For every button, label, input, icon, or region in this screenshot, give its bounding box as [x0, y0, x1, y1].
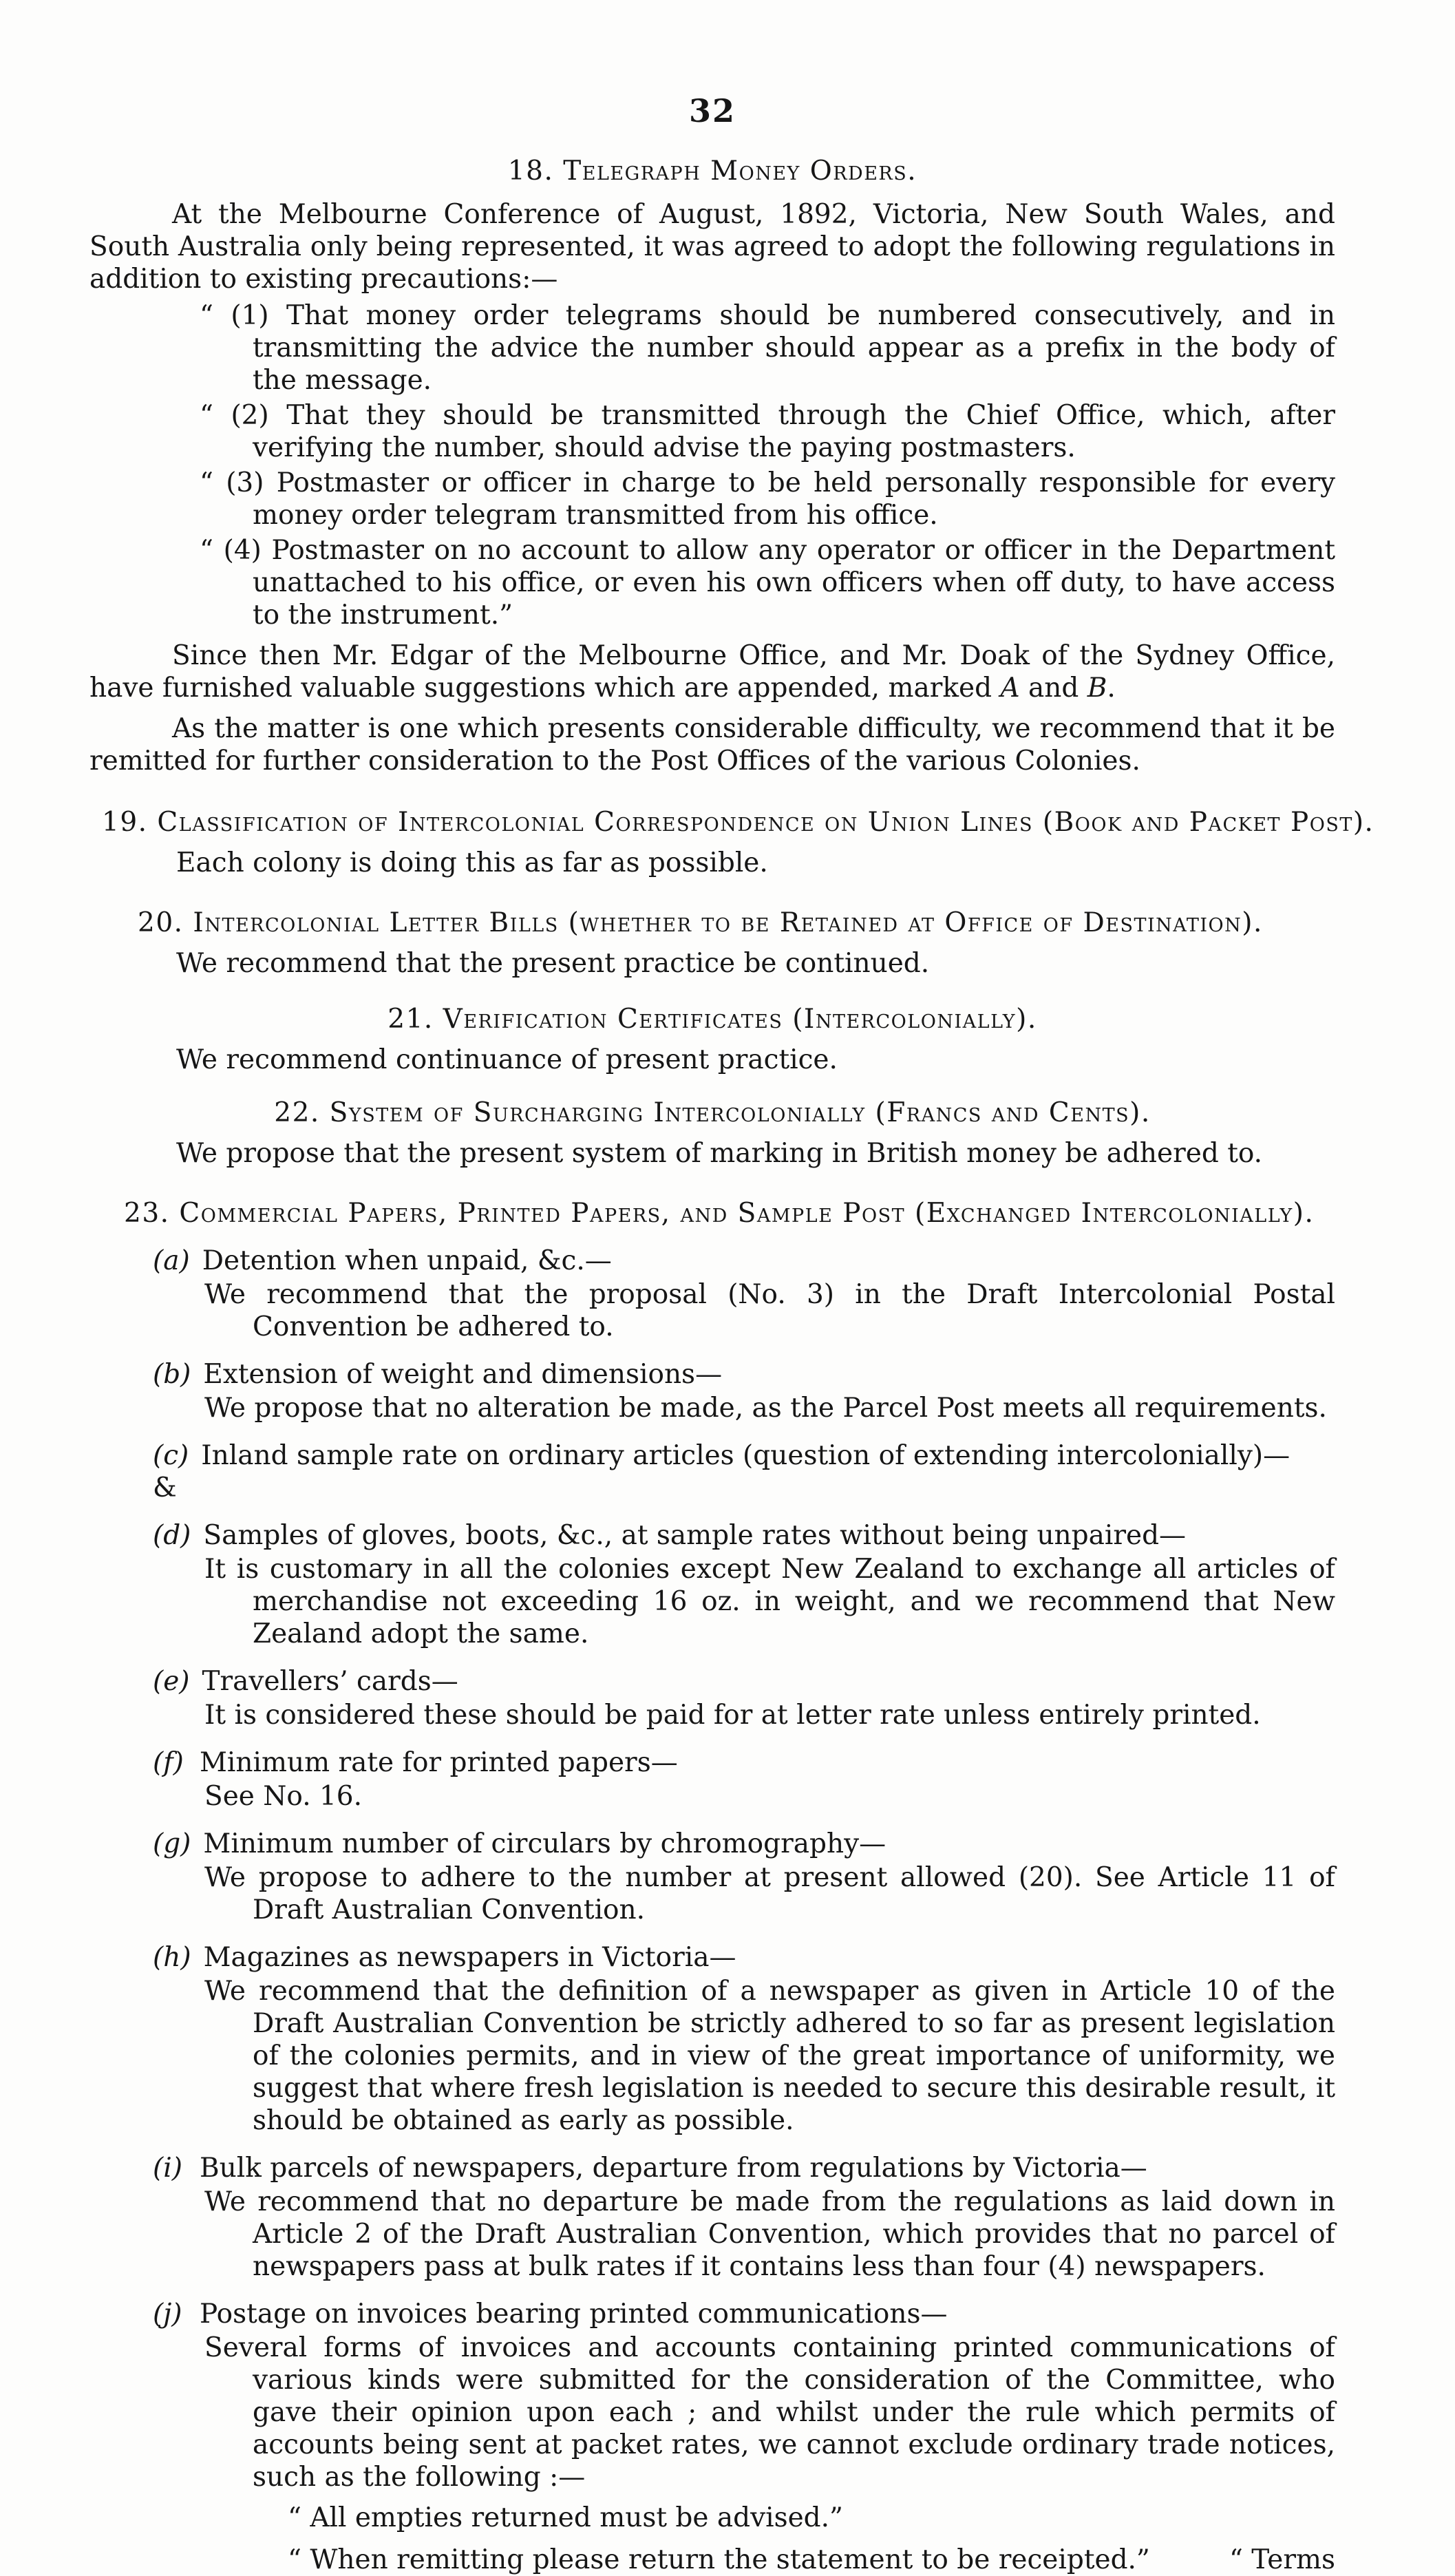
- item-j-label: (j): [153, 2299, 182, 2330]
- item-d: [153, 1519, 1335, 1552]
- item-b-label: (b): [153, 1359, 191, 1390]
- item-a: [153, 1245, 1335, 1277]
- item-f-body: See No. 16.: [204, 1781, 363, 1812]
- catchword-terms: “ Terms: [1229, 2544, 1335, 2575]
- section-21-heading: 21. Verification Certificates (Intercolonially).: [387, 1004, 1037, 1035]
- item-b-body: We propose that no alteration be made, as the Parcel Post meets all requirements.: [204, 1393, 1327, 1424]
- item-g-title: Minimum number of circulars by chromography—: [203, 1828, 886, 1859]
- item-e-title: Travellers’ cards—: [202, 1666, 458, 1697]
- item-i-body: We recommend that no departure be made from the regulations as laid down in Article 2 of the Draft Australian Convention, which provides that no parcel of newspapers pass at bulk rates if it contains less than four (4) newspapers.: [204, 2186, 1335, 2282]
- paragraph-recommendation: As the matter is one which presents considerable difficulty, we recommend that it be remitted for further consideration to the Post Offices of the various Colonies.: [89, 713, 1335, 777]
- item-j: [153, 2298, 1335, 2330]
- item-h-label: (h): [153, 1942, 191, 1973]
- regulation-3: “ (3) Postmaster or officer in charge to be held personally responsible for every money order telegram transmitted from his office.: [200, 467, 1335, 531]
- item-c-label: (c): [153, 1440, 189, 1471]
- item-d-body: It is customary in all the colonies except New Zealand to exchange all articles of merchandise not exceeding 16 oz. in weight, and we recommend that New Zealand adopt the same.: [204, 1554, 1335, 1649]
- item-j-title: Postage on invoices bearing printed communications—: [200, 2299, 948, 2330]
- section-22-heading: 22. System of Surcharging Intercolonially (Francs and Cents).: [274, 1097, 1151, 1128]
- item-h-title: Magazines as newspapers in Victoria—: [203, 1942, 736, 1973]
- item-d-title: Samples of gloves, boots, &c., at sample rates without being unpaired—: [203, 1520, 1187, 1551]
- item-h: [153, 1941, 1335, 1974]
- paragraph-suggestions: [89, 640, 1335, 704]
- item-c: [153, 1439, 1335, 1472]
- appendix-mark-a: A: [1000, 673, 1020, 704]
- section-18-intro-paragraph: At the Melbourne Conference of August, 1892, Victoria, New South Wales, and South Australia only being represented, it was agreed to adopt the following regulations in addition to existing precautions:—: [89, 199, 1335, 295]
- item-f-label: (f): [153, 1747, 184, 1778]
- regulation-2: “ (2) That they should be transmitted through the Chief Office, which, after verifying the number, should advise the paying postmasters.: [200, 400, 1335, 463]
- suggestions-text-mid: and: [1019, 673, 1087, 704]
- item-a-label: (a): [153, 1245, 190, 1276]
- item-j-body: Several forms of invoices and accounts containing printed communications of various kinds were submitted for the consideration of the Committee, who gave their opinion upon each ; and whilst under the rule which permits of accounts being sent at packet rates, we cannot exclude ordinary trade notices, such as the following :—: [204, 2332, 1335, 2493]
- section-20-body: We recommend that the present practice be continued.: [176, 948, 930, 979]
- section-18-heading: 18. Telegraph Money Orders.: [507, 156, 917, 187]
- item-a-body: We recommend that the proposal (No. 3) in the Draft Intercolonial Postal Convention be adhered to.: [204, 1279, 1335, 1342]
- regulation-4: “ (4) Postmaster on no account to allow any operator or officer in the Department unattached to his office, or even his own officers when off duty, to have access to the instrument.”: [200, 535, 1335, 631]
- item-g-body: We propose to adhere to the number at present allowed (20). See Article 11 of Draft Australian Convention.: [204, 1862, 1335, 1925]
- item-h-body: We recommend that the definition of a newspaper as given in Article 10 of the Draft Australian Convention be strictly adhered to so far as present legislation of the colonies permits, and in view of the great importance of uniformity, we suggest that where fresh legislation is needed to secure this desirable result, it should be obtained as early as possible.: [204, 1976, 1335, 2136]
- ampersand-line: &: [153, 1472, 177, 1503]
- item-d-label: (d): [153, 1520, 191, 1551]
- section-20-heading: 20. Intercolonial Letter Bills (whether to be Retained at Office of Destination).: [138, 907, 1263, 938]
- suggestions-text-end: .: [1107, 673, 1116, 704]
- appendix-mark-b: B: [1087, 673, 1107, 704]
- item-i-label: (i): [153, 2153, 182, 2184]
- item-e-label: (e): [153, 1666, 190, 1697]
- item-i: [153, 2152, 1335, 2184]
- item-f: [153, 1746, 1335, 1779]
- item-i-title: Bulk parcels of newspapers, departure from regulations by Victoria—: [200, 2153, 1147, 2184]
- section-23-heading: 23. Commercial Papers, Printed Papers, and Sample Post (Exchanged Intercolonially).: [124, 1198, 1315, 1229]
- item-e-body: It is considered these should be paid for at letter rate unless entirely printed.: [204, 1700, 1261, 1731]
- item-a-title: Detention when unpaid, &c.—: [202, 1245, 612, 1276]
- trade-notice-row: [89, 2544, 1335, 2576]
- suggestions-text-lead: Since then Mr. Edgar of the Melbourne Office, and Mr. Doak of the Sydney Office, have furnished valuable suggestions which are appended, marked: [89, 640, 1335, 704]
- trade-notice-quote-2: “ When remitting please return the statement to be receipted.”: [288, 2544, 1150, 2575]
- item-e: [153, 1665, 1335, 1698]
- item-c-title: Inland sample rate on ordinary articles (question of extending intercolonially)—: [201, 1440, 1291, 1471]
- section-19-body: Each colony is doing this as far as possible.: [176, 847, 768, 878]
- regulation-1: “ (1) That money order telegrams should be numbered consecutively, and in transmitting the advice the number should appear as a prefix in the body of the message.: [200, 300, 1335, 396]
- item-b-title: Extension of weight and dimensions—: [203, 1359, 723, 1390]
- section-22-body: We propose that the present system of marking in British money be adhered to.: [176, 1138, 1263, 1169]
- item-g-label: (g): [153, 1828, 191, 1859]
- item-g: [153, 1828, 1335, 1860]
- section-21-body: We recommend continuance of present practice.: [176, 1044, 838, 1075]
- section-19-heading: 19. Classification of Intercolonial Correspondence on Union Lines (Book and Packet Post).: [102, 807, 1374, 838]
- page-number: 32: [688, 92, 736, 129]
- item-b: [153, 1358, 1335, 1391]
- trade-notice-quote-1: “ All empties returned must be advised.”: [288, 2502, 843, 2533]
- item-f-title: Minimum rate for printed papers—: [200, 1747, 678, 1778]
